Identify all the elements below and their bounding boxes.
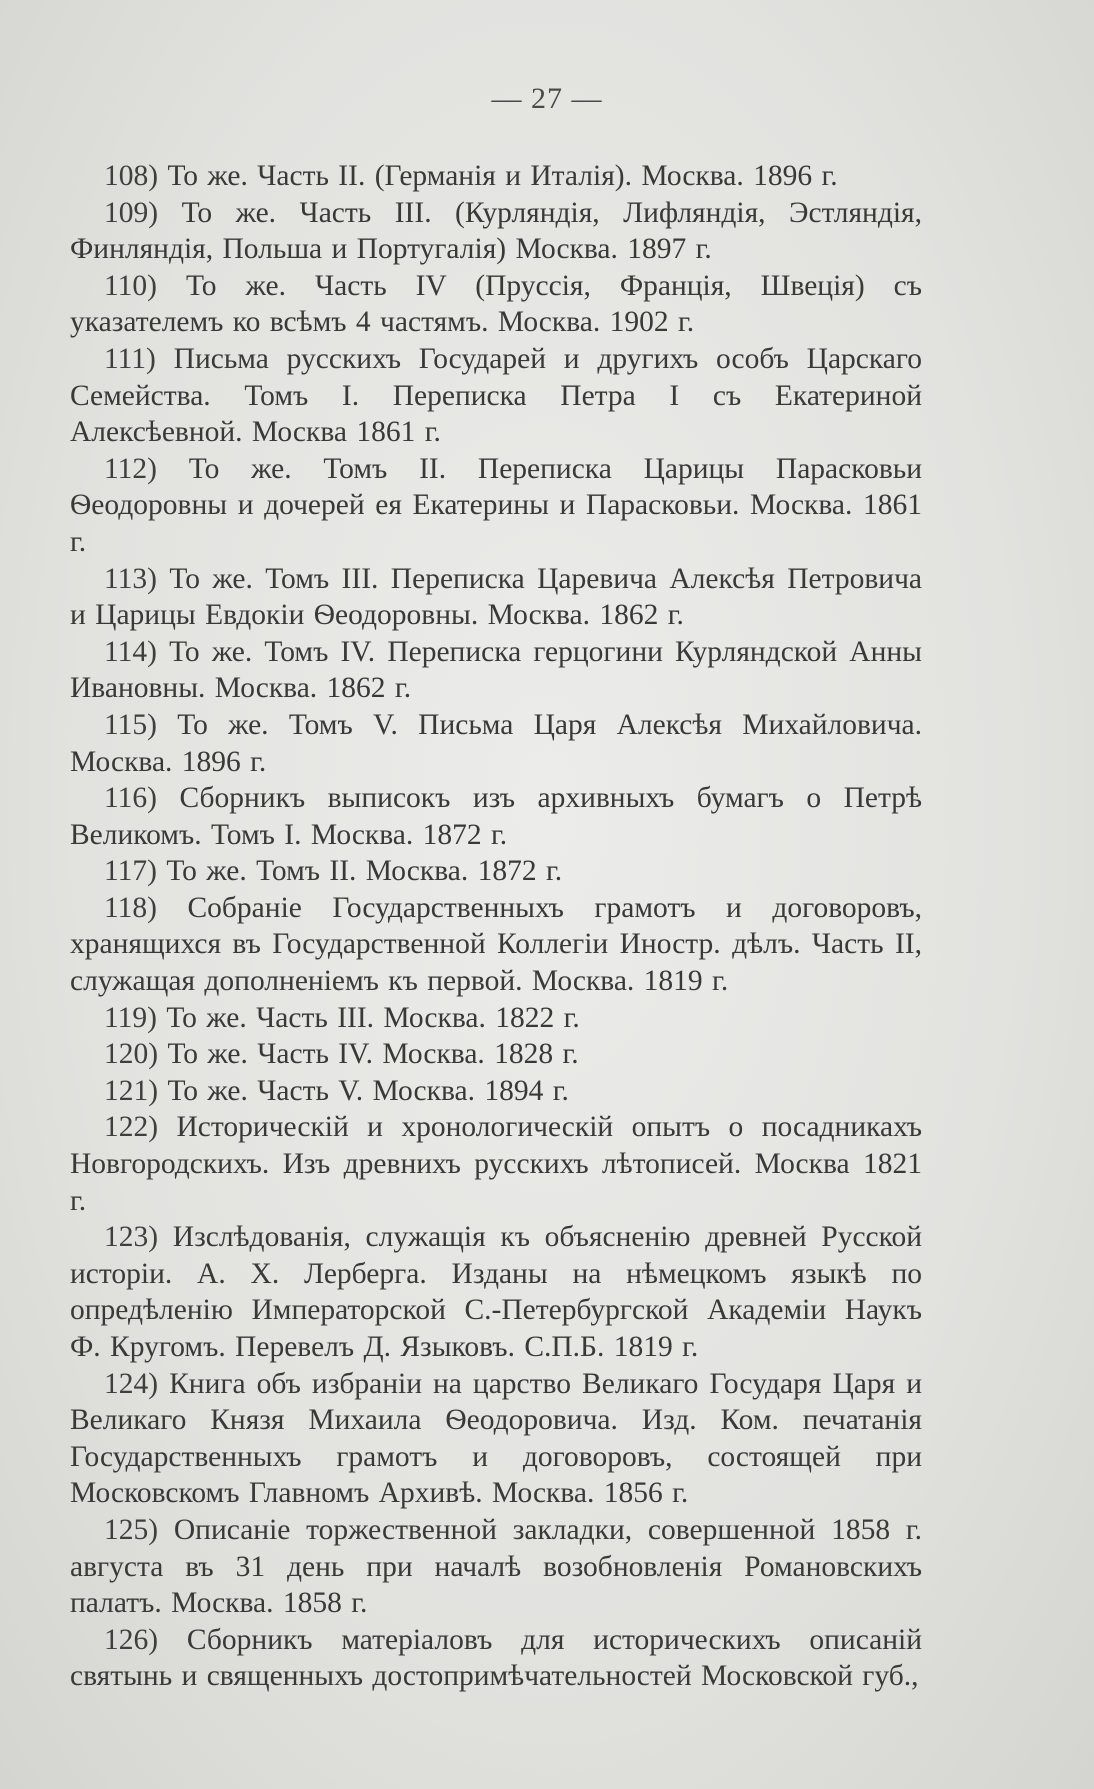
entry-text: То же. Часть V. Москва. 1894 г. (167, 1074, 569, 1107)
entry-number: 120) (104, 1038, 159, 1071)
entry-text: Собраніе Государственныхъ грамотъ и договоровъ, хранящихся въ Государственной Коллегіи Иностр. дѣлъ. Часть II, служащая дополненіемъ къ первой. Москва. 1819 г. (70, 891, 922, 998)
bibliography-entry (70, 451, 922, 561)
bibliography-entry (70, 780, 922, 853)
bibliography-entry (70, 1000, 922, 1037)
entry-number: 124) (104, 1367, 159, 1400)
bibliography-entry (70, 1036, 922, 1073)
entry-text: То же. Томъ III. Переписка Царевича Алексѣя Петровича и Царицы Евдокіи Ѳеодоровны. Москва. 1862 г. (70, 562, 923, 632)
entry-text: Описаніе торжественной закладки, совершенной 1858 г. августа въ 31 день при началѣ возобновленія Романовскихъ палатъ. Москва. 1858 г. (70, 1513, 923, 1620)
bibliography-entry (70, 634, 922, 707)
bibliography-entry (70, 1073, 922, 1110)
entry-text: Историческій и хронологическій опытъ о посадникахъ Новгородскихъ. Изъ древнихъ русскихъ лѣтописей. Москва 1821 г. (70, 1111, 922, 1217)
entry-number: 125) (104, 1513, 159, 1546)
entry-text: То же. Часть IV. Москва. 1828 г. (167, 1038, 579, 1071)
bibliography-entry (70, 561, 922, 634)
bibliography-entry (70, 707, 922, 780)
bibliography-entry (70, 1512, 922, 1622)
entry-text: Изслѣдованія, служащія къ объясненію древней Русской исторіи. А. Х. Лерберга. Изданы на нѣмецкомъ языкѣ по опредѣленію Императорской С.-Петербургской Академіи Наукъ Ф. Кругомъ. Перевелъ Д. Языковъ. С.П.Б. 1819 г. (70, 1221, 922, 1363)
entry-text: То же. Часть IV (Пруссія, Франція, Швеція) съ указателемъ ко всѣмъ 4 частямъ. Москва. 1902 г. (70, 269, 923, 339)
bibliography-entry (70, 341, 922, 451)
entry-number: 117) (104, 855, 157, 888)
bibliography-list (70, 158, 922, 1695)
entry-text: То же. Томъ II. Москва. 1872 г. (166, 855, 563, 888)
entry-number: 112) (104, 452, 157, 485)
entry-number: 108) (104, 160, 159, 192)
entry-number: 109) (104, 196, 159, 229)
bibliography-entry (70, 1622, 922, 1695)
bibliography-entry (70, 268, 922, 341)
entry-number: 118) (104, 891, 157, 924)
entry-text: То же. Часть III. Москва. 1822 г. (166, 1001, 580, 1034)
entry-text: То же. Томъ V. Письма Царя Алексѣя Михайловича. Москва. 1896 г. (70, 708, 923, 778)
entry-text: Письма русскихъ Государей и другихъ особъ Царскаго Семейства. Томъ I. Переписка Петра I съ Екатериной Алексѣевной. Москва 1861 г. (70, 342, 922, 449)
entry-number: 110) (104, 269, 157, 302)
entry-text: Книга объ избраніи на царство Великаго Государя Царя и Великаго Князя Михаила Ѳеодоровича. Изд. Ком. печатанія Государственныхъ грамотъ и договоровъ, состоящей при Московскомъ Главномъ Архивѣ. Москва. 1856 г. (70, 1367, 923, 1510)
entry-number: 115) (104, 708, 157, 741)
entry-number: 113) (104, 562, 157, 595)
bibliography-entry (70, 1109, 922, 1219)
entry-text: Сборникъ выписокъ изъ архивныхъ бумагъ о Петрѣ Великомъ. Томъ I. Москва. 1872 г. (70, 782, 923, 851)
bibliography-entry (70, 195, 922, 268)
bibliography-entry (70, 890, 922, 1000)
entry-number: 126) (104, 1623, 159, 1656)
bibliography-entry (70, 158, 922, 195)
entry-text: То же. Часть III. (Курляндія, Лифляндія, Эстляндія, Финляндія, Польша и Португалія) Москва. 1897 г. (70, 196, 922, 266)
bibliography-entry (70, 1219, 922, 1365)
bibliography-entry (70, 853, 922, 890)
entry-number: 114) (104, 635, 157, 668)
entry-number: 116) (104, 782, 157, 815)
entry-text: То же. Часть II. (Германія и Италія). Москва. 1896 г. (167, 160, 838, 192)
entry-text: То же. Томъ II. Переписка Царицы Парасковьи Ѳеодоровны и дочерей ея Екатерины и Парасковьи. Москва. 1861 г. (70, 452, 923, 558)
entry-number: 121) (104, 1074, 159, 1107)
entry-number: 111) (104, 342, 156, 375)
entry-text: Сборникъ матеріаловъ для историческихъ описаній святынь и священныхъ достопримѣчательностей Московской губ., (70, 1623, 923, 1693)
entry-text: То же. Томъ IV. Переписка герцогини Курляндской Анны Ивановны. Москва. 1862 г. (70, 635, 922, 705)
entry-number: 123) (104, 1221, 159, 1254)
entry-number: 122) (104, 1111, 159, 1144)
page-number: — 27 — (491, 82, 603, 115)
entry-number: 119) (104, 1001, 157, 1034)
bibliography-entry (70, 1366, 922, 1512)
